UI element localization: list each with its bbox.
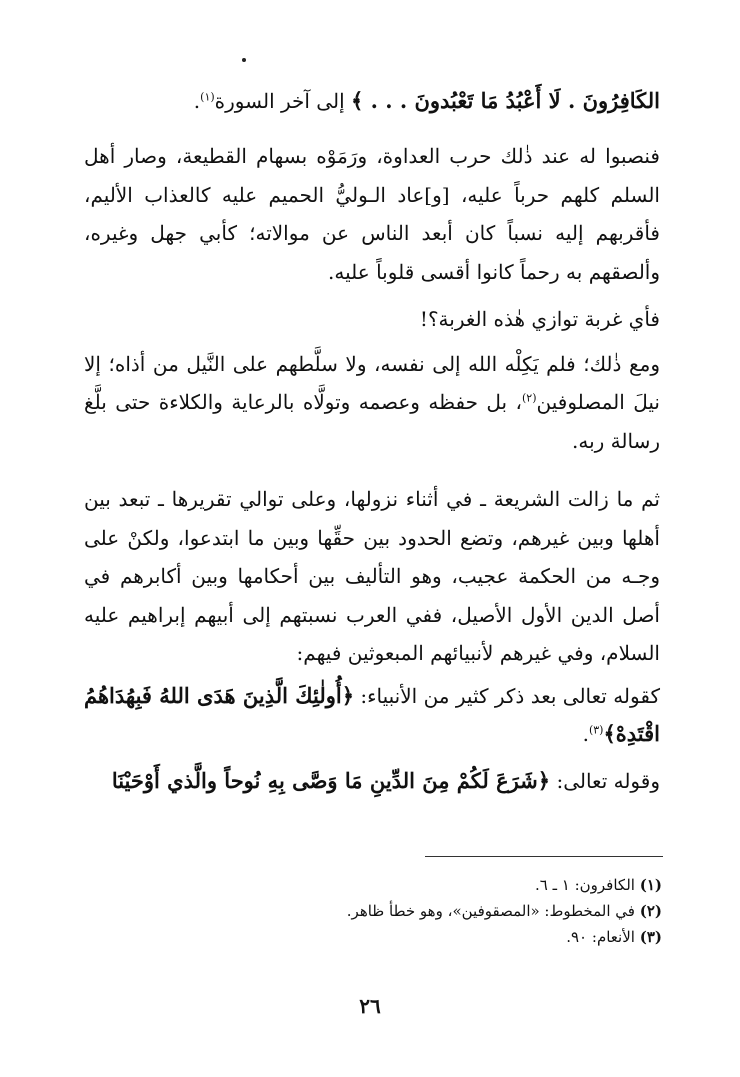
footnote-2	[200, 898, 662, 924]
paragraph-end: .	[582, 722, 589, 746]
verse-continuation-line	[84, 82, 660, 120]
line-text: إلى آخر السورة	[214, 89, 351, 113]
paragraph-text: كقوله تعالى بعد ذكر كثير من الأنبياء:	[354, 683, 660, 708]
footnote-text: في المخطوط: «المصقوفين»، وهو خطأ ظاهر.	[346, 902, 640, 920]
footnote-ref[interactable]: (٣)	[588, 723, 604, 737]
paragraph-text: ومع ذٰلك؛ فلم يَكِلْه الله إلى نفسه، ولا سلَّطهم على النَّيل من أذاه؛ إلا نيلَ المصلوفين	[84, 351, 660, 414]
footnote-number: (٣)	[639, 928, 662, 946]
footnote-number: (١)	[639, 876, 662, 894]
footnote-text: الأنعام: ٩٠.	[566, 928, 640, 946]
paragraph-sharia: ثم ما زالت الشريعة ـ في أثناء نزولها، وعلى توالي تقريرها ـ تبعد بين أهلها وبين غيرهم، وتضع الحدود بين حقِّها وبين ما ابتدعوا، ولكنْ على وجـه من الحكمة عجيب، وهو التأليف بين أحكامها وبين أكابرهم في أصل الدين الأول الأصيل، ففي العرب نسبتهم إلى أبيهم إبراهيم عليه السلام، وفي غيرهم لأنبيائهم المبعوثين فيهم:	[84, 487, 660, 665]
quran-quote: الكَافِرُونَ . لَا أَعْبُدُ مَا تَعْبُدونَ . . . ﴾	[350, 88, 660, 113]
paragraph-protection	[84, 345, 660, 461]
paragraph-quote-shura	[84, 762, 660, 801]
footnote-ref[interactable]: (١)	[200, 90, 215, 104]
line-end: .	[193, 89, 201, 113]
footnote-text: الكافرون: ١ ـ ٦.	[534, 876, 640, 894]
paragraph-question: فأي غربة توازي هٰذه الغربة؟!	[419, 307, 660, 331]
footnote-number: (٢)	[639, 902, 662, 920]
paragraph-text: ، بل حفظه وعصمه وتولَّاه بالرعاية والكلاءة حتى بلَّغ رسالة ربه.	[84, 390, 660, 453]
footnote-3	[200, 924, 662, 950]
footnote-ref[interactable]: (٢)	[521, 391, 537, 405]
paragraph-quote-anam	[84, 677, 660, 754]
paragraph-enmity: فنصبوا له عند ذٰلك حرب العداوة، ورَمَوْه بسهام القطيعة، وصار أهل السلم كلهم حرباً عليه، [و]عاد الـوليُّ الحميم عليه كالعذاب الأليم، فأقربهم إليه نسباً كان أبعد الناس عن موالاته؛ كأبي جهل وغيره، وألصقهم به رحماً كانوا أقسى قلوباً عليه.	[84, 144, 660, 284]
page-number: ٢٦	[359, 994, 381, 1018]
main-text	[84, 82, 660, 800]
paragraph-text: وقوله تعالى:	[550, 768, 660, 793]
footnotes	[200, 872, 662, 950]
quran-quote: ﴿أُولٰئِكَ الَّذِينَ هَدَى اللهُ فَبِهُدَاهُمُ اقْتَدِهْ﴾	[84, 682, 660, 746]
footnotes-divider	[425, 856, 663, 857]
footnote-1	[200, 872, 662, 898]
page-mark	[242, 58, 246, 62]
quran-quote: ﴿شَرَعَ لَكُمْ مِنَ الدِّينِ مَا وَصَّى بِهِ نُوحاً والَّذي أَوْحَيْنَا	[111, 767, 551, 793]
